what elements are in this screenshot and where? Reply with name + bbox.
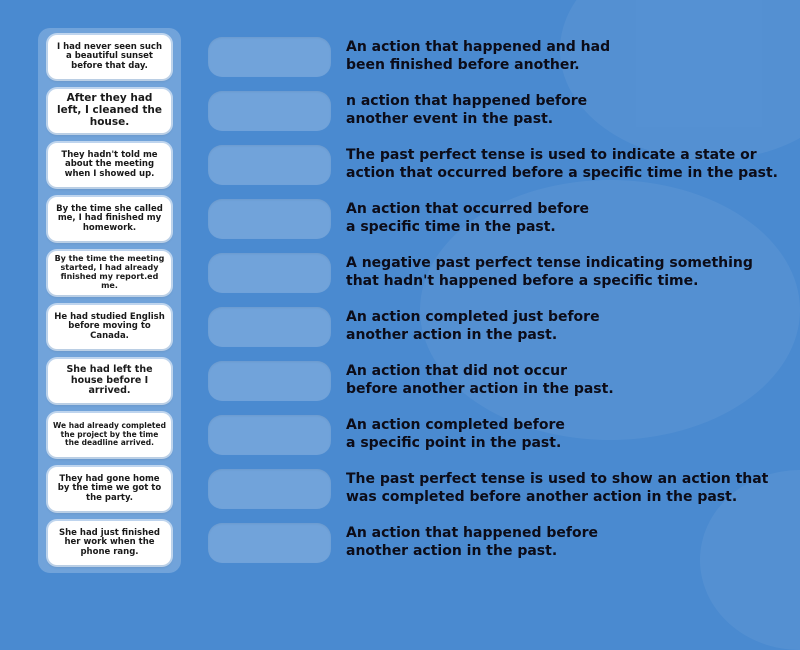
answer-card[interactable]: After they had left, I cleaned the house. [48, 89, 171, 133]
description-text: An action that happened and had been finished before another. [346, 39, 611, 73]
drop-zone[interactable] [208, 145, 331, 185]
description-text: An action completed before a specific point in the past. [346, 417, 565, 451]
answer-card[interactable]: I had never seen such a beautiful sunset before that day. [48, 35, 171, 79]
drop-zone[interactable] [208, 199, 331, 239]
answer-card[interactable]: By the time she called me, I had finished my homework. [48, 197, 171, 241]
drop-zone[interactable] [208, 361, 331, 401]
drop-zone[interactable] [208, 307, 331, 347]
description-text: A negative past perfect tense indicating something that hadn't happened before a specific time. [346, 255, 753, 289]
drop-zone[interactable] [208, 91, 331, 131]
description-text: n action that happened before another event in the past. [346, 93, 588, 127]
drop-zone[interactable] [208, 469, 331, 509]
description-text: An action that did not occur before another action in the past. [346, 363, 614, 397]
description-text: The past perfect tense is used to indicate a state or action that occurred before a specific time in the past. [346, 147, 778, 181]
description-text: An action that occurred before a specific time in the past. [346, 201, 590, 235]
description-text: An action completed just before another action in the past. [346, 309, 600, 343]
answer-card[interactable]: He had studied English before moving to Canada. [48, 305, 171, 349]
drop-zone[interactable] [208, 415, 331, 455]
answer-card[interactable]: We had already completed the project by the time the deadline arrived. [48, 413, 171, 457]
drop-zone[interactable] [208, 37, 331, 77]
answer-card[interactable]: She had left the house before I arrived. [48, 359, 171, 403]
drop-zone[interactable] [208, 253, 331, 293]
description-text: An action that happened before another action in the past. [346, 525, 598, 559]
answer-card[interactable]: By the time the meeting started, I had already finished my report.ed me. [48, 251, 171, 295]
answer-card[interactable]: She had just finished her work when the phone rang. [48, 521, 171, 565]
answer-card[interactable]: They hadn't told me about the meeting when I showed up. [48, 143, 171, 187]
answer-card[interactable]: They had gone home by the time we got to the party. [48, 467, 171, 511]
background-cloud [560, 0, 800, 160]
description-text: The past perfect tense is used to show an action that was completed before another action in the past. [346, 471, 769, 505]
drop-zone[interactable] [208, 523, 331, 563]
